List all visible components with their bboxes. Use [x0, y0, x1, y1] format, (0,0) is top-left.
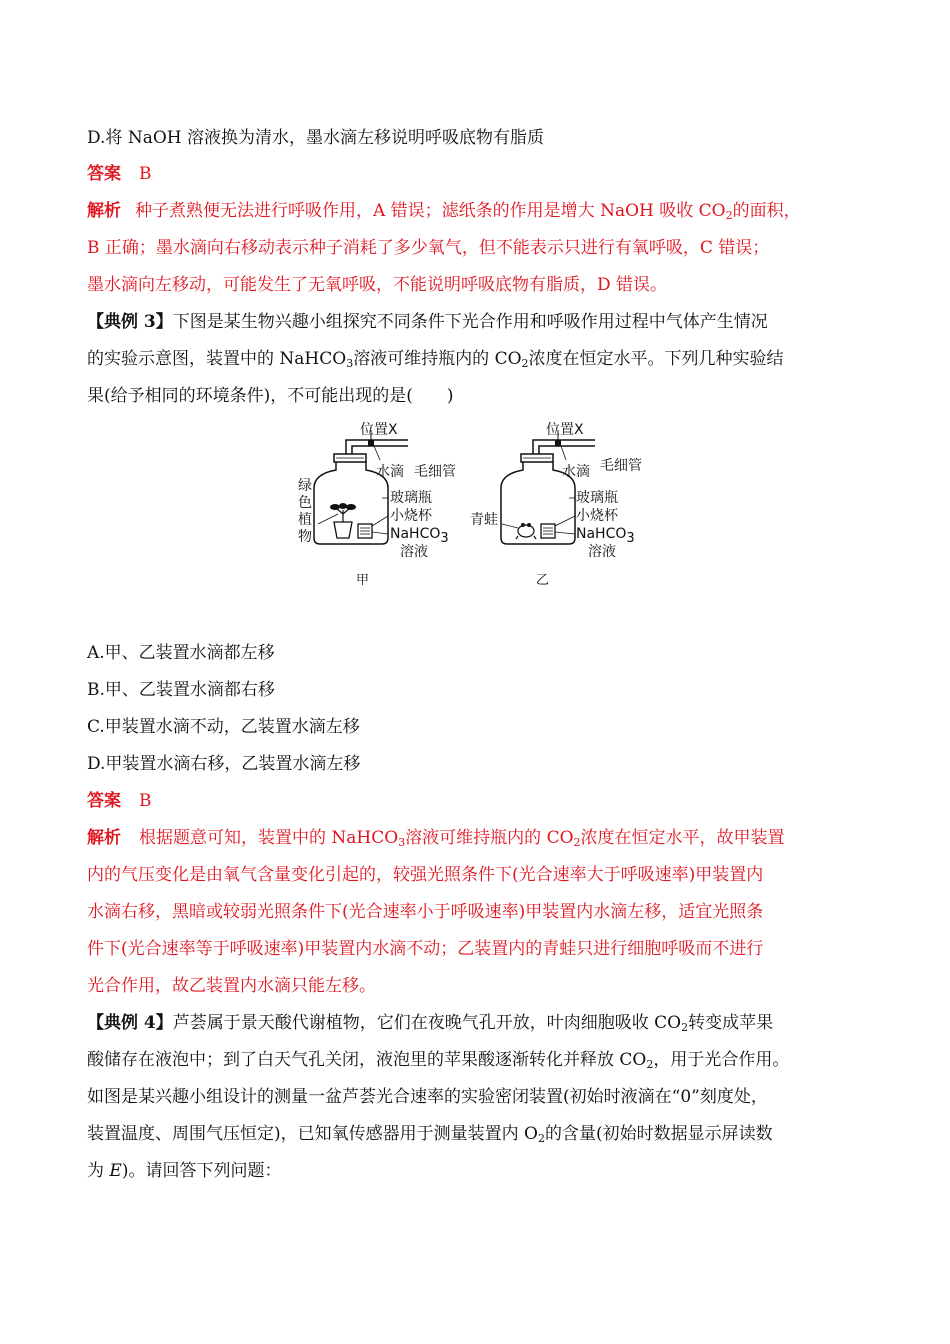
svg-text:水滴: 水滴 [376, 464, 404, 480]
q4-line-4: 装置温度、周围气压恒定)，已知氧传感器用于测量装置内 $O_2$的含量(初始时数据显示屏读数 [87, 1124, 773, 1145]
caption-a: 甲 [356, 573, 370, 588]
caption-b: 乙 [536, 573, 550, 588]
q3-option-d: D.甲装置水滴右移，乙装置水滴左移 [87, 754, 361, 774]
svg-text:色: 色 [298, 495, 312, 511]
analysis-label: 解析 [87, 201, 121, 221]
svg-text:毛细管: 毛细管 [600, 458, 642, 474]
q3-tag: 【典例 3】 [87, 312, 173, 332]
q4-line-2: 酸储存在液泡中；到了白天气孔关闭，液泡里的苹果酸逐渐转化并释放 $CO_2$，用于光合作用。 [87, 1050, 790, 1071]
answer-label: 答案 [87, 164, 121, 184]
svg-text:植: 植 [298, 512, 312, 528]
q2-analysis-line-2: B 正确；墨水滴向右移动表示种子消耗了多少氧气，但不能表示只进行有氧呼吸，C 错误； [87, 238, 770, 258]
frog-icon [518, 525, 534, 537]
svg-text:水滴: 水滴 [562, 464, 590, 480]
answer-value: B [139, 164, 152, 184]
analysis-label: 解析 [87, 828, 121, 848]
svg-text:玻璃瓶: 玻璃瓶 [576, 490, 618, 506]
q4-line-1: 【典例 4】芦荟属于景天酸代谢植物，它们在夜晚气孔开放，叶肉细胞吸收 $CO_2$转变成苹果 [87, 1013, 774, 1034]
label-position-x-a: 位置X [360, 422, 398, 438]
q2-option-d: D.将 NaOH 溶液换为清水，墨水滴左移说明呼吸底物有脂质 [87, 128, 545, 148]
q3-option-b: B.甲、乙装置水滴都右移 [87, 680, 275, 700]
q4-line-3: 如图是某兴趣小组设计的测量一盆芦荟光合速率的实验密闭装置(初始时液滴在“0”刻度处， [87, 1087, 768, 1107]
q3-stem-line-3: 果(给予相同的环境条件)，不可能出现的是( ) [87, 386, 454, 406]
q3-analysis-line-2: 内的气压变化是由氧气含量变化引起的，较强光照条件下(光合速率大于呼吸速率)甲装置内 [87, 865, 764, 885]
q2-answer [87, 162, 152, 186]
svg-text:毛细管: 毛细管 [414, 464, 456, 480]
q2-analysis-line-3: 墨水滴向左移动，可能发生了无氧呼吸，不能说明呼吸底物有脂质，D 错误。 [87, 275, 668, 295]
q2-analysis-line-1: 解析 种子煮熟便无法进行呼吸作用，A 错误；滤纸条的作用是增大 NaOH 吸收 $CO_2$的面积， [87, 201, 801, 222]
svg-text:小烧杯: 小烧杯 [576, 508, 618, 524]
plant-leaf-icon [330, 504, 340, 510]
q4-tag: 【典例 4】 [87, 1013, 173, 1033]
answer-value: B [139, 791, 152, 811]
plant-pot-a [334, 522, 352, 538]
svg-text:绿: 绿 [298, 478, 312, 494]
q3-option-c: C.甲装置水滴不动，乙装置水滴左移 [87, 717, 360, 737]
svg-text:溶液: 溶液 [588, 544, 616, 560]
q3-analysis-line-3: 水滴右移，黑暗或较弱光照条件下(光合速率小于呼吸速率)甲装置内水滴左移，适宜光照条 [87, 902, 764, 922]
water-drop-a [368, 440, 374, 446]
svg-text:NaHCO3: NaHCO3 [390, 526, 449, 546]
q3-analysis-line-4: 件下(光合速率等于呼吸速率)甲装置内水滴不动；乙装置内的青蛙只进行细胞呼吸而不进行 [87, 939, 764, 959]
q3-analysis-line-1: 解析 根据题意可知，装置中的 NaHCO$_3$溶液可维持瓶内的 $CO_2$浓度在恒定水平，故甲装置 [87, 828, 785, 849]
water-drop-b [555, 440, 561, 446]
capillary-tube-a [346, 440, 408, 454]
svg-text:溶液: 溶液 [400, 544, 428, 560]
q3-stem-line-2: 的实验示意图，装置中的 NaHCO$_3$溶液可维持瓶内的 $CO_2$浓度在恒定水平。下列几种实验结 [87, 349, 784, 370]
svg-text:NaHCO3: NaHCO3 [576, 526, 635, 546]
q3-stem-line-1: 【典例 3】下图是某生物兴趣小组探究不同条件下光合作用和呼吸作用过程中气体产生情况 [87, 312, 768, 332]
label-position-x-b: 位置X [546, 422, 584, 438]
apparatus-figure [290, 418, 660, 590]
q3-option-a: A.甲、乙装置水滴都左移 [87, 643, 275, 663]
svg-text:玻璃瓶: 玻璃瓶 [390, 490, 432, 506]
svg-text:物: 物 [298, 529, 312, 545]
q3-analysis-line-5: 光合作用，故乙装置内水滴只能左移。 [87, 976, 376, 996]
answer-label: 答案 [87, 791, 121, 811]
apparatus-a [298, 422, 456, 588]
q4-line-5: 为 E)。请回答下列问题： [87, 1161, 282, 1181]
svg-text:小烧杯: 小烧杯 [390, 508, 432, 524]
apparatus-b [470, 422, 642, 588]
q3-answer [87, 789, 152, 813]
svg-text:青蛙: 青蛙 [470, 512, 498, 528]
capillary-tube-b [533, 440, 595, 454]
